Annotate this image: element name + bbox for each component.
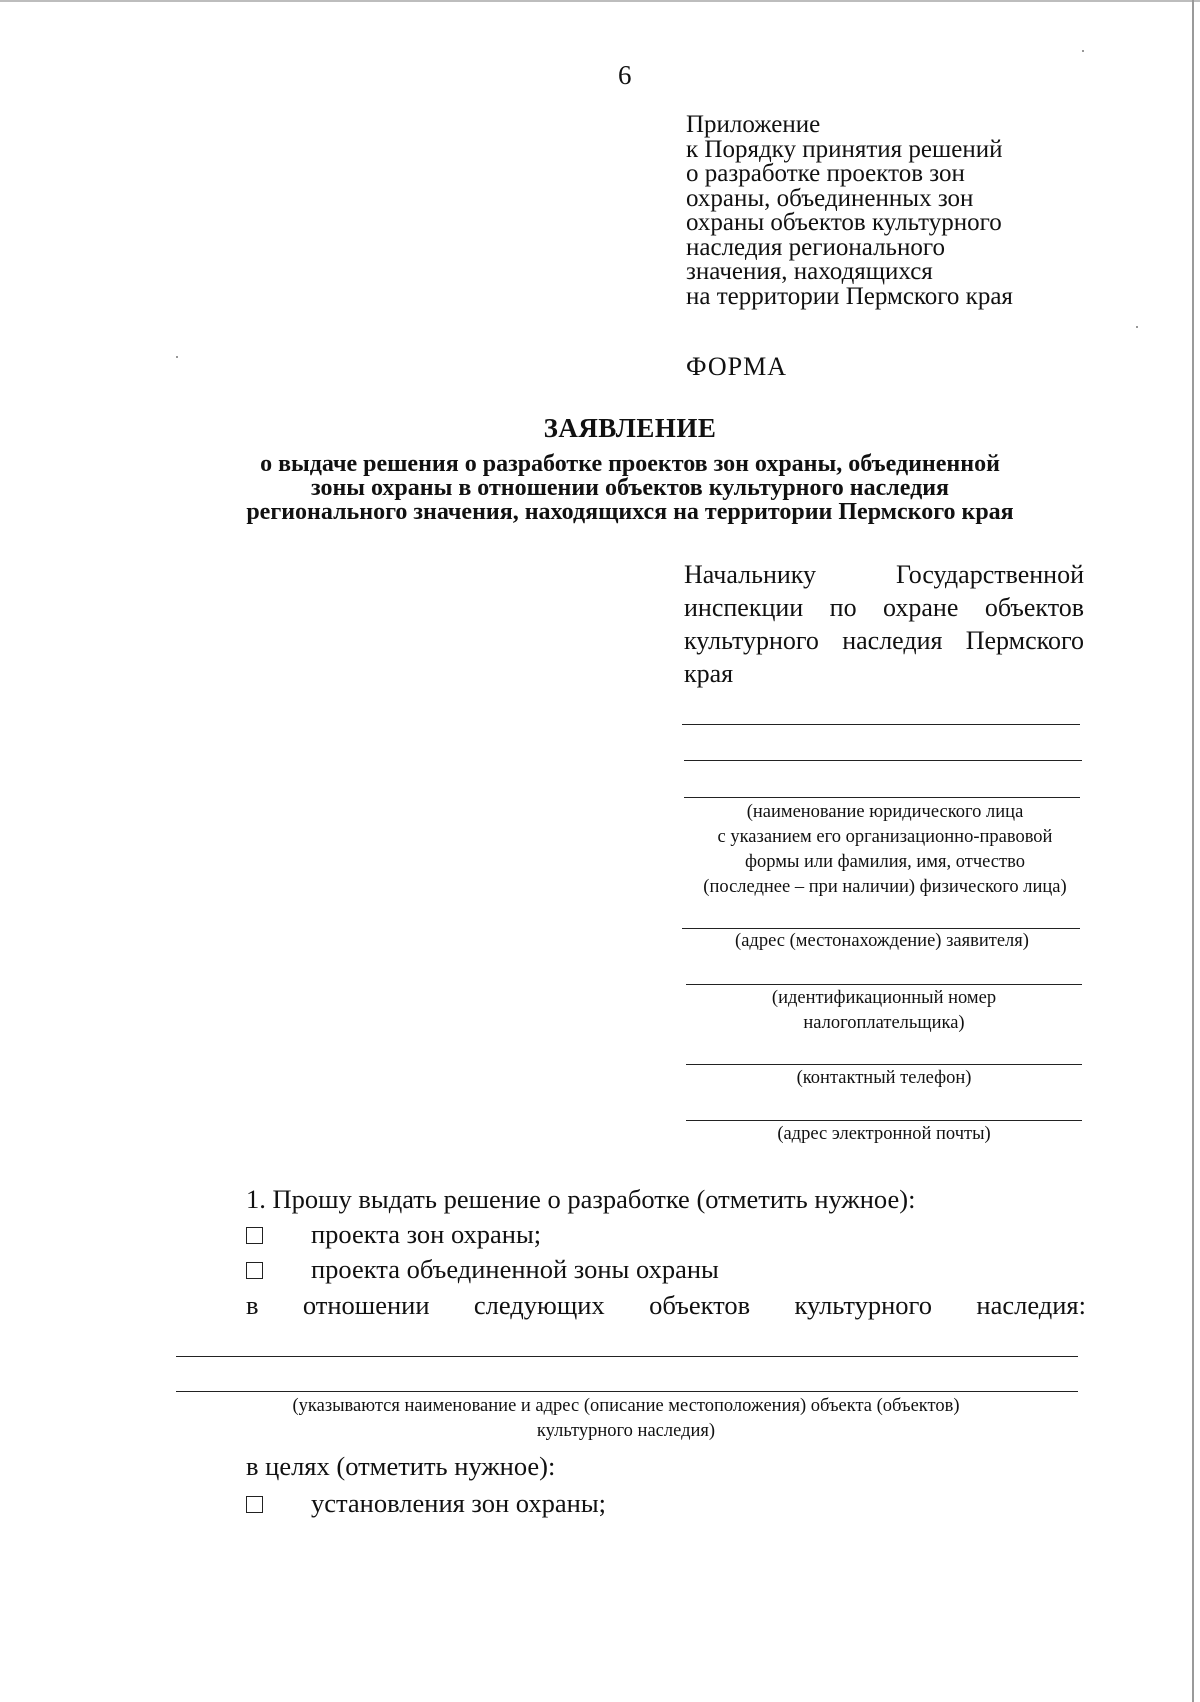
checkbox-zones[interactable] [246, 1227, 263, 1244]
inn-caption: (идентификационный номер налогоплательщика) [771, 988, 997, 1033]
addressee-text: Начальнику Государственной инспекции по охране объектов культурного наследия Пермского края [684, 560, 1084, 688]
email-caption: (адрес электронной почты) [777, 1124, 991, 1144]
object-line-1[interactable] [176, 1356, 1078, 1357]
purpose-text: в целях (отметить нужное): [246, 1451, 556, 1481]
applicant-address-caption: (адрес (местонахождение) заявителя) [735, 931, 1029, 951]
applicant-name-line-3[interactable] [684, 797, 1080, 798]
document-title: ЗАЯВЛЕНИЕ [543, 413, 717, 443]
annex-block [686, 113, 1146, 309]
phone-caption: (контактный телефон) [796, 1068, 972, 1088]
page-number: 6 [618, 60, 632, 90]
annex-line: охраны объектов культурного [686, 209, 1002, 236]
document-subtitle [170, 452, 1090, 524]
phone-line[interactable] [686, 1064, 1082, 1065]
option-establish-row[interactable] [246, 1488, 606, 1519]
scan-speck [1136, 326, 1138, 328]
applicant-name-line-2[interactable] [684, 760, 1082, 761]
option-establish-label: установления зон охраны; [311, 1488, 607, 1518]
annex-line: Приложение [686, 111, 821, 138]
annex-line: о разработке проектов зон [686, 160, 965, 187]
checkbox-united-zone[interactable] [246, 1262, 263, 1279]
inn-line[interactable] [686, 984, 1082, 985]
option-united-row[interactable] [246, 1254, 719, 1285]
scan-speck [1082, 50, 1084, 52]
scan-speck [176, 356, 178, 358]
annex-line: к Порядку принятия решений [686, 135, 1003, 163]
checkbox-establish-zones[interactable] [246, 1496, 263, 1513]
annex-line: наследия регионального [686, 233, 945, 261]
option-zones-row[interactable] [246, 1219, 541, 1250]
applicant-name-caption: (наименование юридического лица с указанием его организационно-правовой формы или фамилия, имя, отчество (последнее – при наличии) физического лица) [703, 802, 1067, 897]
option-united-label: проекта объединенной зоны охраны [311, 1254, 719, 1284]
subtitle-line: зоны охраны в отношении объектов культурного наследия [310, 475, 950, 501]
subtitle-line: регионального значения, находящихся на территории Пермского края [246, 499, 1014, 525]
object-caption: (указываются наименование и адрес (описание местоположения) объекта (объектов) культурного наследия) [292, 1396, 960, 1441]
applicant-name-line-1[interactable] [682, 724, 1080, 725]
item-1-text: 1. Прошу выдать решение о разработке (отметить нужное): [246, 1184, 916, 1214]
annex-line: на территории Пермского края [686, 282, 1013, 310]
email-line[interactable] [686, 1120, 1082, 1121]
scan-top-edge [0, 0, 1200, 2]
annex-line: охраны, объединенных зон [686, 184, 974, 212]
form-label: ФОРМА [686, 352, 787, 381]
subtitle-line: о выдаче решения о разработке проектов зон охраны, объединенной [260, 451, 1000, 477]
scan-right-edge [1192, 0, 1194, 1702]
object-line-2[interactable] [176, 1391, 1078, 1392]
relation-line: в отношении следующих объектов культурного наследия: [246, 1290, 1086, 1320]
option-zones-label: проекта зон охраны; [311, 1219, 542, 1249]
annex-line: значения, находящихся [686, 258, 933, 285]
